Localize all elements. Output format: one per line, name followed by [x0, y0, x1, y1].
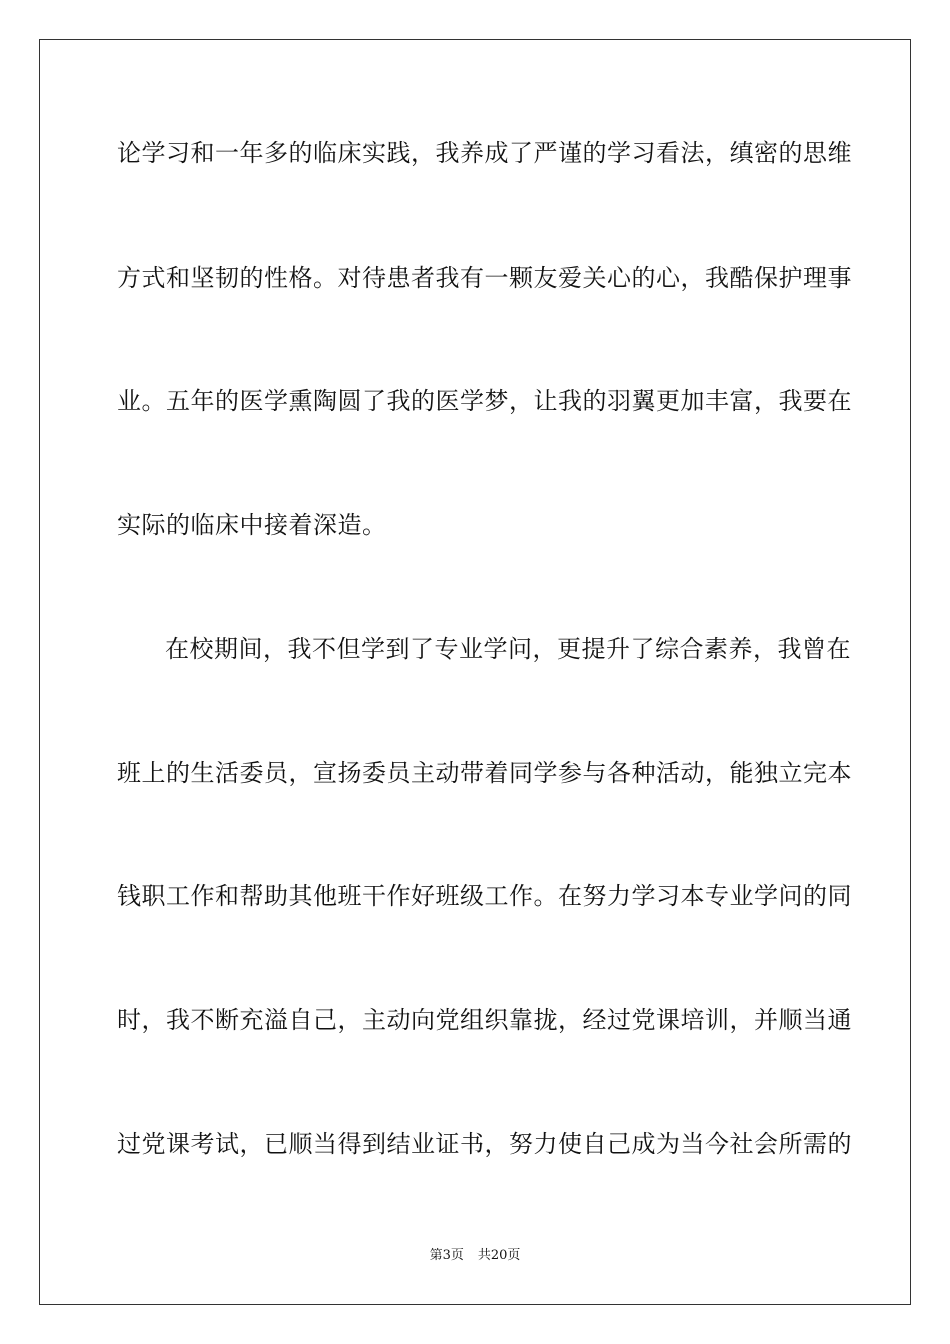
text-line-2: 方式和坚韧的性格。对待患者我有一颗友爱关心的心，我酷保护理事	[117, 264, 852, 292]
text-line-4: 实际的临床中接着深造。	[117, 511, 387, 539]
page-footer	[0, 1248, 950, 1264]
page-border	[39, 39, 911, 1305]
text-line-9: 过党课考试，已顺当得到结业证书，努力使自己成为当今社会所需的	[117, 1130, 852, 1158]
page-number: 第3页	[429, 1248, 464, 1263]
text-line-7: 钱职工作和帮助其他班干作好班级工作。在努力学习本专业学问的同	[117, 882, 852, 910]
text-line-3: 业。五年的医学熏陶圆了我的医学梦，让我的羽翼更加丰富，我要在	[117, 387, 852, 415]
text-line-5-paragraph-start: 在校期间，我不但学到了专业学问，更提升了综合素养，我曾在	[165, 635, 851, 663]
text-line-8: 时，我不断充溢自己，主动向党组织靠拢，经过党课培训，并顺当通	[117, 1006, 852, 1034]
text-line-6: 班上的生活委员，宣扬委员主动带着同学参与各种活动，能独立完本	[117, 759, 852, 787]
page-total: 共20页	[477, 1248, 521, 1263]
text-line-1: 论学习和一年多的临床实践，我养成了严谨的学习看法，缜密的思维	[117, 139, 852, 167]
